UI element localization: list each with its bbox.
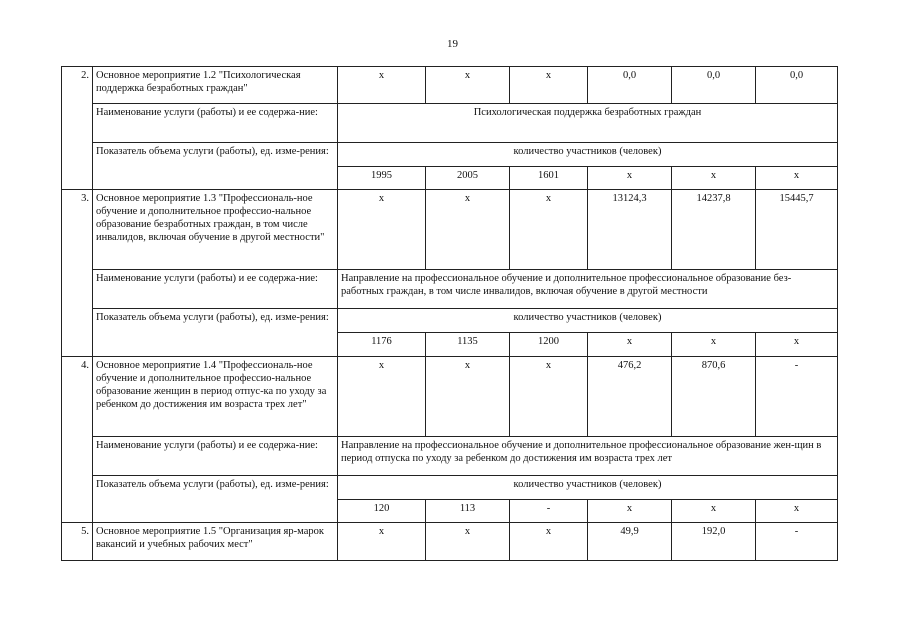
indicator-value: х bbox=[756, 167, 838, 190]
value-cell: х bbox=[426, 190, 510, 270]
value-cell: 0,0 bbox=[672, 67, 756, 104]
table-row bbox=[62, 104, 838, 143]
value-cell: 0,0 bbox=[756, 67, 838, 104]
indicator-value: 1995 bbox=[338, 167, 426, 190]
indicator-value: 2005 bbox=[426, 167, 510, 190]
indicator-label: Показатель объема услуги (работы), ед. изме-рения: bbox=[93, 476, 338, 523]
service-label: Наименование услуги (работы) и ее содержа-ние: bbox=[93, 104, 338, 143]
indicator-value: х bbox=[756, 500, 838, 523]
table-row bbox=[62, 270, 838, 309]
indicator-value: 1601 bbox=[510, 167, 588, 190]
indicator-value: х bbox=[756, 333, 838, 357]
value-cell: 192,0 bbox=[672, 523, 756, 561]
indicator-value: 120 bbox=[338, 500, 426, 523]
table-row bbox=[62, 143, 838, 167]
value-cell: х bbox=[510, 67, 588, 104]
value-cell: - bbox=[756, 523, 838, 561]
value-cell: 13124,3 bbox=[588, 190, 672, 270]
table-row bbox=[62, 523, 838, 561]
value-cell: х bbox=[510, 357, 588, 437]
table-row bbox=[62, 437, 838, 476]
table-row bbox=[62, 357, 838, 437]
indicator-value: х bbox=[588, 167, 672, 190]
indicator-value: х bbox=[672, 167, 756, 190]
value-cell: 0,0 bbox=[588, 67, 672, 104]
indicator-unit: количество участников (человек) bbox=[338, 143, 838, 167]
indicator-label: Показатель объема услуги (работы), ед. изме-рения: bbox=[93, 143, 338, 190]
indicator-value: 1176 bbox=[338, 333, 426, 357]
value-cell: х bbox=[338, 67, 426, 104]
service-description: Психологическая поддержка безработных граждан bbox=[338, 104, 838, 143]
value-cell: 49,9 bbox=[588, 523, 672, 561]
table-row bbox=[62, 67, 838, 104]
indicator-value: х bbox=[672, 333, 756, 357]
indicator-value: 1200 bbox=[510, 333, 588, 357]
row-number: 5. bbox=[62, 523, 93, 561]
event-name: Основное мероприятие 1.4 "Профессиональ-ное обучение и дополнительное профессио-нальное образование женщин в период отпус-ка по уходу за ребенком до достижения им возраста трех лет" bbox=[93, 357, 338, 437]
table-row bbox=[62, 190, 838, 270]
value-cell: - bbox=[756, 357, 838, 437]
row-number: 2. bbox=[62, 67, 93, 190]
row-number: 4. bbox=[62, 357, 93, 523]
value-cell: 870,6 bbox=[672, 357, 756, 437]
table-row bbox=[62, 476, 838, 500]
event-name: Основное мероприятие 1.3 "Профессиональ-ное обучение и дополнительное профессио-нальное образование безработных граждан, в том числе инвалидов, включая обучение в другой местности" bbox=[93, 190, 338, 270]
value-cell: х bbox=[338, 357, 426, 437]
indicator-value: 1135 bbox=[426, 333, 510, 357]
indicator-value: х bbox=[672, 500, 756, 523]
indicator-label: Показатель объема услуги (работы), ед. изме-рения: bbox=[93, 309, 338, 357]
service-label: Наименование услуги (работы) и ее содержа-ние: bbox=[93, 437, 338, 476]
value-cell: х bbox=[338, 523, 426, 561]
value-cell: 14237,8 bbox=[672, 190, 756, 270]
service-description: Направление на профессиональное обучение и дополнительное профессиональное образование жен-щин в период отпуска по уходу за ребенком до достижения им возраста трех лет bbox=[338, 437, 838, 476]
indicator-value: - bbox=[510, 500, 588, 523]
indicator-value: 113 bbox=[426, 500, 510, 523]
indicator-value: х bbox=[588, 333, 672, 357]
value-cell: х bbox=[426, 523, 510, 561]
indicator-unit: количество участников (человек) bbox=[338, 476, 838, 500]
value-cell: 15445,7 bbox=[756, 190, 838, 270]
value-cell: х bbox=[426, 67, 510, 104]
row-number: 3. bbox=[62, 190, 93, 357]
value-cell: х bbox=[510, 190, 588, 270]
event-name: Основное мероприятие 1.2 "Психологическая поддержка безработных граждан" bbox=[93, 67, 338, 104]
page-number: 19 bbox=[447, 38, 458, 50]
program-table bbox=[61, 66, 838, 561]
table-row bbox=[62, 309, 838, 333]
indicator-unit: количество участников (человек) bbox=[338, 309, 838, 333]
service-description: Направление на профессиональное обучение и дополнительное профессиональное образование без-работных граждан, в том числе инвалидов, включая обучение в другой местности bbox=[338, 270, 838, 309]
value-cell: х bbox=[426, 357, 510, 437]
event-name: Основное мероприятие 1.5 "Организация яр-марок вакансий и учебных рабочих мест" bbox=[93, 523, 338, 561]
indicator-value: х bbox=[588, 500, 672, 523]
value-cell: х bbox=[510, 523, 588, 561]
value-cell: х bbox=[338, 190, 426, 270]
value-cell: 476,2 bbox=[588, 357, 672, 437]
service-label: Наименование услуги (работы) и ее содержа-ние: bbox=[93, 270, 338, 309]
